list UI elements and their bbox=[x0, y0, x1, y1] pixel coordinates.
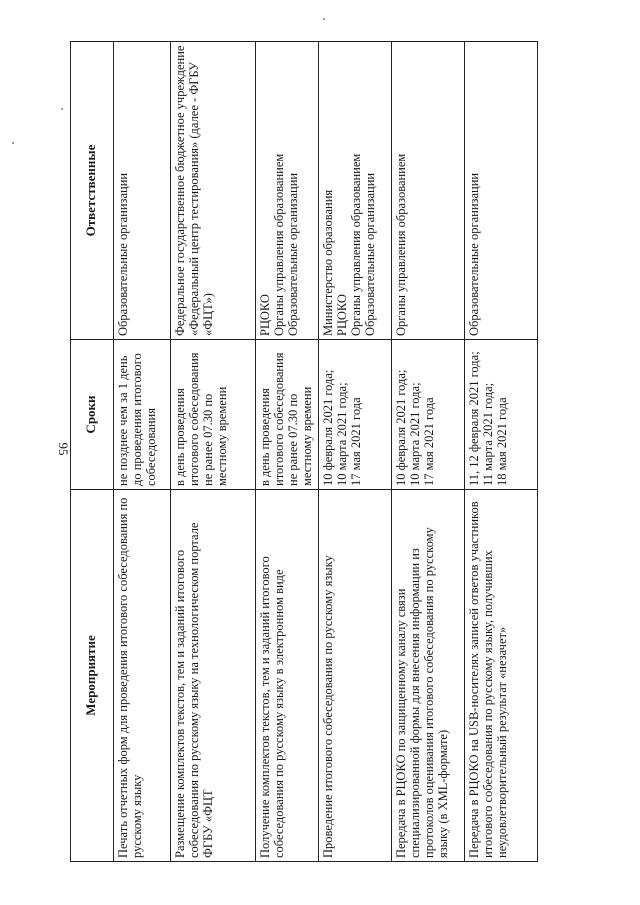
cell-text: в день проведения итогового собеседования не ранее 07.30 по местному времени bbox=[173, 352, 229, 486]
cell-text: 10 февраля 2021 года; 10 марта 2021 года; 17 мая 2021 года bbox=[394, 369, 436, 486]
cell-event bbox=[114, 490, 171, 862]
cell-text: Образовательные организации bbox=[116, 172, 130, 336]
table-row bbox=[392, 42, 465, 862]
cell-text: Передача в РЦОКО по защищенному каналу связи специализированной формы для внесения информации из протоколов оценивания итогового собеседования по русскому языку (в XML-формате) bbox=[394, 527, 450, 858]
scan-speck bbox=[12, 142, 14, 144]
cell-event bbox=[465, 490, 538, 862]
cell-dates bbox=[171, 340, 256, 490]
cell-text: Образовательные организации bbox=[467, 172, 481, 336]
header-responsible: Ответственные bbox=[71, 42, 114, 340]
cell-dates bbox=[319, 340, 392, 490]
header-dates: Сроки bbox=[71, 340, 114, 490]
cell-dates bbox=[256, 340, 319, 490]
cell-event bbox=[392, 490, 465, 862]
cell-text: Печать отчетных форм для проведения итогового собеседования по русскому языку bbox=[116, 497, 144, 858]
table-row bbox=[114, 42, 171, 862]
table-row bbox=[256, 42, 319, 862]
scan-speck bbox=[61, 108, 63, 110]
table-row bbox=[319, 42, 392, 862]
cell-text: в день проведения итогового собеседования не ранее 07.30 по местному времени bbox=[258, 352, 314, 486]
cell-dates bbox=[465, 340, 538, 490]
page-number: 95 bbox=[56, 442, 71, 456]
scan-speck bbox=[323, 18, 325, 20]
cell-responsible bbox=[392, 42, 465, 340]
table-row bbox=[465, 42, 538, 862]
table-row bbox=[171, 42, 256, 862]
events-table bbox=[70, 41, 538, 862]
table-header-row bbox=[71, 42, 114, 862]
cell-text: 10 февраля 2021 года; 10 марта 2021 года; 17 мая 2021 года bbox=[321, 369, 363, 486]
cell-text: РЦОКО Органы управления образованием Образовательные организации bbox=[258, 153, 300, 336]
cell-text: Органы управления образованием bbox=[394, 153, 408, 336]
cell-text: не позднее чем за 1 день до проведения итогового собеседования bbox=[116, 353, 158, 486]
cell-event bbox=[171, 490, 256, 862]
cell-text: Передача в РЦОКО на USB-носителях записей ответов участников итогового собеседования по русскому языку, получивших неудовлетворительный результат «незачет» bbox=[467, 501, 509, 858]
cell-event bbox=[256, 490, 319, 862]
rotated-table-container bbox=[70, 42, 550, 862]
cell-text: Размещение комплектов текстов, тем и заданий итогового собеседования по русскому языку на технологическом портале ФГБУ «ФЦТ bbox=[173, 522, 215, 858]
cell-event bbox=[319, 490, 392, 862]
cell-text: Министерство образования РЦОКО Органы управления образованием Образовательные организации bbox=[321, 153, 377, 336]
cell-responsible bbox=[171, 42, 256, 340]
cell-responsible bbox=[465, 42, 538, 340]
cell-responsible bbox=[256, 42, 319, 340]
cell-text: Получение комплектов текстов, тем и заданий итогового собеседования по русскому языку в электронном виде bbox=[258, 556, 286, 858]
cell-responsible bbox=[319, 42, 392, 340]
cell-text: Проведение итогового собеседования по русскому языку bbox=[321, 555, 335, 858]
cell-dates bbox=[392, 340, 465, 490]
header-event: Мероприятие bbox=[71, 490, 114, 862]
cell-responsible bbox=[114, 42, 171, 340]
cell-dates bbox=[114, 340, 171, 490]
cell-text: 11, 12 февраля 2021 года; 11 марта 2021 года; 18 мая 2021 года bbox=[467, 351, 509, 486]
cell-text: Федеральное государственное бюджетное учреждение «Федеральный центр тестирования» (далее - ФГБУ «ФЦТ») bbox=[173, 45, 215, 336]
